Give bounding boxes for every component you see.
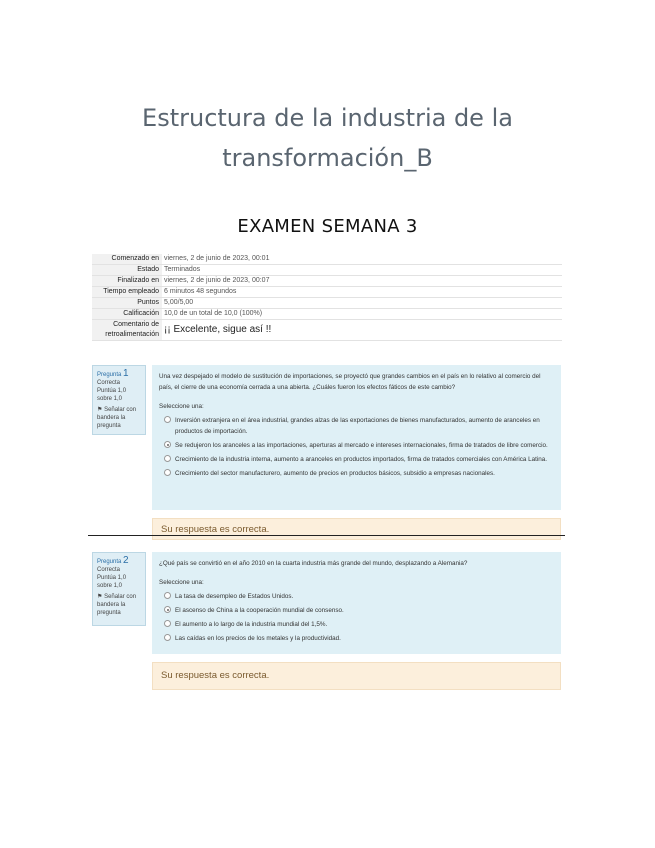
answer-option[interactable] xyxy=(159,440,554,451)
option-label: Crecimiento de la industria interna, aumento a aranceles en productos importados, firma de tratados comerciales con América Latina. xyxy=(175,456,548,463)
page-divider xyxy=(88,535,565,536)
answer-option[interactable] xyxy=(159,415,554,437)
option-label: Se redujeron los aranceles a las importaciones, aperturas al mercado e intereses internacionales, firma de tratados de libre comercio. xyxy=(175,442,548,449)
answer-option[interactable] xyxy=(159,633,554,644)
summary-key: Finalizado en xyxy=(92,276,162,287)
flag-question-link[interactable] xyxy=(97,593,141,617)
question-2-body xyxy=(152,552,561,654)
summary-key: Puntos xyxy=(92,298,162,309)
question-1-info xyxy=(92,365,146,435)
radio-button-selected[interactable] xyxy=(164,606,171,613)
summary-value: viernes, 2 de junio de 2023, 00:07 xyxy=(162,276,562,287)
question-points: Puntúa 1,0 sobre 1,0 xyxy=(97,388,127,402)
question-number-value: 1 xyxy=(123,368,129,379)
answer-option[interactable] xyxy=(159,619,554,630)
answer-prompt: Seleccione una: xyxy=(159,403,204,410)
question-text: Una vez despejado el modelo de sustitución de importaciones, se proyectó que grandes cambios en el país en lo relativo al comercio del país, el cierre de una economía cerrada a una abierta. ¿Cuáles fueron los efectos fáticos de este cambio? xyxy=(159,373,541,391)
radio-button[interactable] xyxy=(164,620,171,627)
flag-label: Señalar con bandera la pregunta xyxy=(97,407,137,429)
title-line-1: Estructura de la industria de la xyxy=(142,104,513,132)
summary-key: Estado xyxy=(92,265,162,276)
summary-row xyxy=(92,265,562,276)
flag-label: Señalar con bandera la pregunta xyxy=(97,594,137,616)
answer-prompt: Seleccione una: xyxy=(159,579,204,586)
summary-key: Comentario de retroalimentación xyxy=(92,320,162,341)
question-2-info xyxy=(92,552,146,626)
answer-option[interactable] xyxy=(159,605,554,616)
summary-row xyxy=(92,298,562,309)
summary-key: Tiempo empleado xyxy=(92,287,162,298)
question-text: ¿Qué país se convirtió en el año 2010 en la cuarta industria más grande del mundo, desplazando a Alemania? xyxy=(159,560,468,567)
summary-value: 10,0 de un total de 10,0 (100%) xyxy=(162,309,562,320)
radio-button[interactable] xyxy=(164,634,171,641)
question-number-value: 2 xyxy=(123,555,129,566)
question-label: Pregunta xyxy=(97,372,122,378)
radio-button[interactable] xyxy=(164,592,171,599)
flag-icon: ⚑ xyxy=(97,407,103,413)
answer-option[interactable] xyxy=(159,454,554,465)
question-points: Puntúa 1,0 sobre 1,0 xyxy=(97,575,127,589)
option-label: Crecimiento del sector manufacturero, aumento de precios en productos básicos, subsidio a empresas nacionales. xyxy=(175,470,495,477)
question-number xyxy=(97,557,141,566)
option-label: Inversión extranjera en el área industrial, grandes alzas de las exportaciones de bienes manufacturados, aumento de aranceles en productos de importación. xyxy=(175,417,540,435)
question-1-body xyxy=(152,365,561,510)
question-status: Correcta xyxy=(97,380,121,386)
title-line-2: transformación_B xyxy=(222,144,433,172)
summary-value: ¡¡ Excelente, sigue así !! xyxy=(162,320,562,341)
radio-button-selected[interactable] xyxy=(164,441,171,448)
summary-row xyxy=(92,287,562,298)
option-label: El aumento a lo largo de la industria mundial del 1,5%. xyxy=(175,621,328,628)
summary-value: 6 minutos 48 segundos xyxy=(162,287,562,298)
document-title xyxy=(60,98,595,178)
summary-row xyxy=(92,276,562,287)
answer-option[interactable] xyxy=(159,591,554,602)
answer-option[interactable] xyxy=(159,468,554,479)
summary-value: 5,00/5,00 xyxy=(162,298,562,309)
question-number xyxy=(97,370,141,379)
summary-value: Terminados xyxy=(162,265,562,276)
radio-button[interactable] xyxy=(164,469,171,476)
summary-value: viernes, 2 de junio de 2023, 00:01 xyxy=(162,254,562,265)
summary-row xyxy=(92,320,562,341)
question-label: Pregunta xyxy=(97,559,122,565)
radio-button[interactable] xyxy=(164,455,171,462)
radio-button[interactable] xyxy=(164,416,171,423)
summary-row xyxy=(92,309,562,320)
summary-row xyxy=(92,254,562,265)
option-label: Las caídas en los precios de los metales y la productividad. xyxy=(175,635,341,642)
exam-subtitle: EXAMEN SEMANA 3 xyxy=(237,216,418,237)
summary-key: Comenzado en xyxy=(92,254,162,265)
question-2-feedback: Su respuesta es correcta. xyxy=(152,662,561,690)
flag-icon: ⚑ xyxy=(97,594,103,600)
question-status: Correcta xyxy=(97,567,121,573)
option-label: La tasa de desempleo de Estados Unidos. xyxy=(175,593,294,600)
flag-question-link[interactable] xyxy=(97,406,141,430)
summary-key: Calificación xyxy=(92,309,162,320)
option-label: El ascenso de China a la cooperación mundial de consenso. xyxy=(175,607,344,614)
attempt-summary-table xyxy=(92,254,562,341)
question-1-feedback: Su respuesta es correcta. xyxy=(152,518,561,540)
